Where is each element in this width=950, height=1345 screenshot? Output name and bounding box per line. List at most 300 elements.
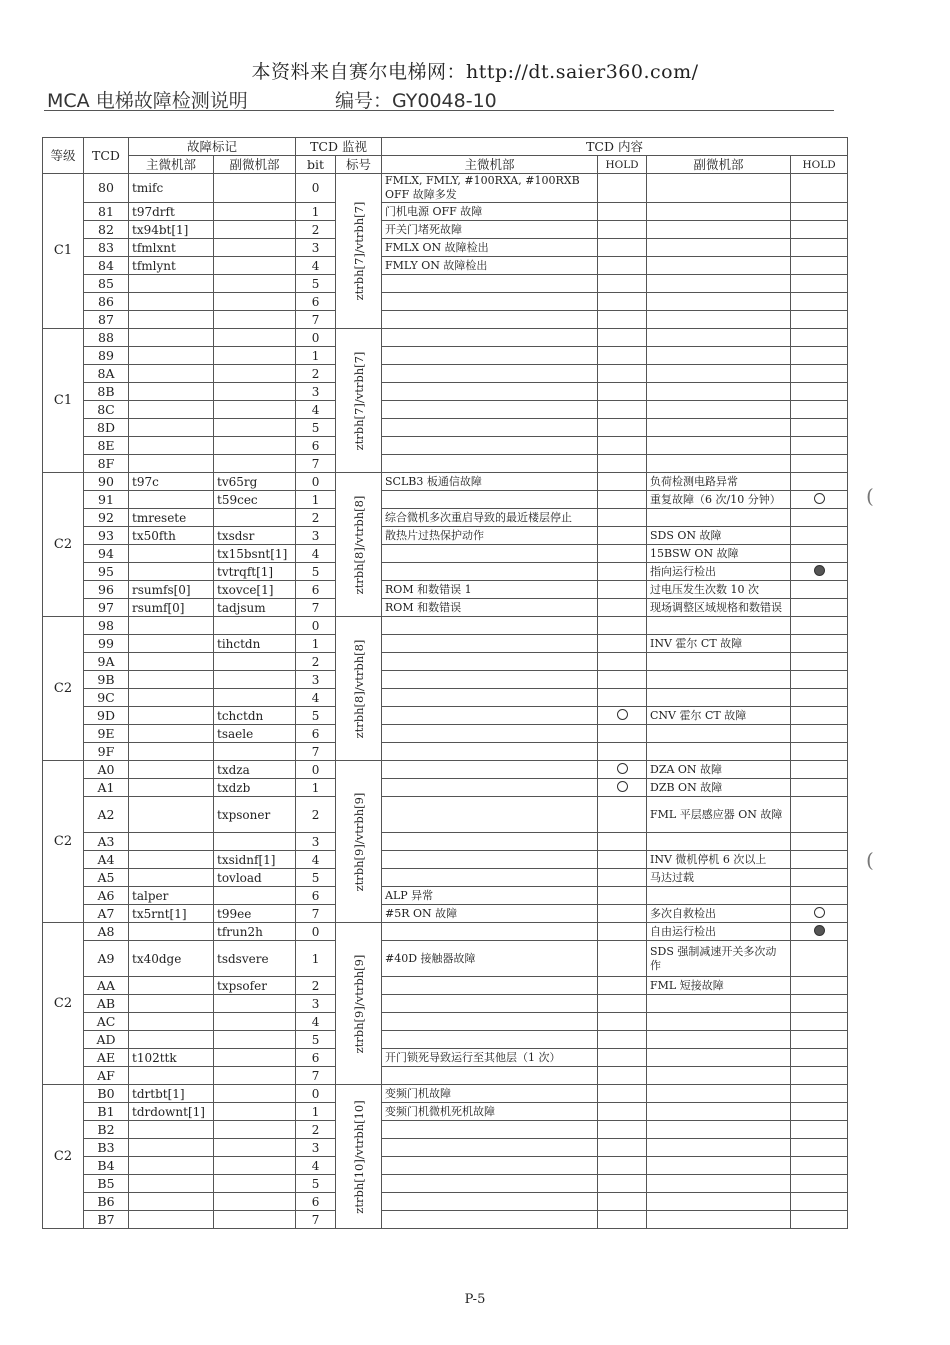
- main-flag: [129, 1013, 214, 1031]
- tcd-code: B6: [84, 1193, 129, 1211]
- main-description: [382, 923, 598, 941]
- tcd-code: AD: [84, 1031, 129, 1049]
- bit-cell: 1: [296, 1103, 336, 1121]
- main-description: 综合微机多次重启导致的最近楼层停止: [382, 509, 598, 527]
- sub-flag: [214, 1049, 296, 1067]
- hold-main: [598, 365, 647, 383]
- monitor-label-text: ztrbh[8]/vtrbh[8]: [351, 495, 366, 594]
- sub-flag: [214, 347, 296, 365]
- sub-flag: [214, 1103, 296, 1121]
- sub-description: [647, 383, 791, 401]
- table-row: [43, 491, 848, 509]
- sub-flag: [214, 275, 296, 293]
- tcd-code: 83: [84, 239, 129, 257]
- main-description: [382, 455, 598, 473]
- header-main-cpu: 主微机部: [129, 156, 214, 174]
- header-bit: bit: [296, 156, 336, 174]
- sub-description: [647, 1049, 791, 1067]
- sub-flag: tovload: [214, 869, 296, 887]
- sub-description: [647, 671, 791, 689]
- bit-cell: 3: [296, 1139, 336, 1157]
- hold-sub: [791, 707, 848, 725]
- main-description: ALP 异常: [382, 887, 598, 905]
- hold-main: [598, 905, 647, 923]
- sub-description: [647, 833, 791, 851]
- bit-cell: 0: [296, 617, 336, 635]
- table-row: [43, 437, 848, 455]
- sub-flag: tx15bsnt[1]: [214, 545, 296, 563]
- hold-main: [598, 329, 647, 347]
- hold-sub: [791, 1049, 848, 1067]
- hold-main: [598, 833, 647, 851]
- main-flag: [129, 851, 214, 869]
- main-description: [382, 545, 598, 563]
- tcd-code: B3: [84, 1139, 129, 1157]
- tcd-code: 93: [84, 527, 129, 545]
- hold-main: [598, 707, 647, 725]
- hold-sub: [791, 1013, 848, 1031]
- sub-flag: [214, 257, 296, 275]
- hold-main: [598, 977, 647, 995]
- sub-flag: [214, 1193, 296, 1211]
- bit-cell: 2: [296, 977, 336, 995]
- tcd-code: AC: [84, 1013, 129, 1031]
- hold-sub: [791, 293, 848, 311]
- bit-cell: 1: [296, 491, 336, 509]
- tcd-code: 94: [84, 545, 129, 563]
- hold-sub: [791, 635, 848, 653]
- table-row: [43, 743, 848, 761]
- hold-main: [598, 923, 647, 941]
- hold-sub: [791, 491, 848, 509]
- tcd-code: 8D: [84, 419, 129, 437]
- bit-cell: 4: [296, 257, 336, 275]
- sub-description: [647, 1211, 791, 1229]
- main-flag: tfmlxnt: [129, 239, 214, 257]
- table-row: [43, 1211, 848, 1229]
- filled-circle-icon: [814, 925, 825, 936]
- hold-main: [598, 545, 647, 563]
- main-description: [382, 1157, 598, 1175]
- main-flag: tx5rnt[1]: [129, 905, 214, 923]
- bit-cell: 3: [296, 833, 336, 851]
- tcd-code: 80: [84, 174, 129, 203]
- table-row: [43, 707, 848, 725]
- sub-description: [647, 293, 791, 311]
- header-content: TCD 内容: [382, 138, 848, 156]
- sub-flag: txpsofer: [214, 977, 296, 995]
- margin-mark: (: [866, 848, 874, 872]
- sub-description: FML 短接故障: [647, 977, 791, 995]
- sub-flag: [214, 1031, 296, 1049]
- table-body: [43, 174, 848, 1229]
- hold-main: [598, 1103, 647, 1121]
- header-divider: [44, 110, 834, 111]
- tcd-code: A2: [84, 797, 129, 833]
- sub-flag: [214, 1211, 296, 1229]
- sub-flag: [214, 653, 296, 671]
- sub-flag: [214, 365, 296, 383]
- tcd-code: 99: [84, 635, 129, 653]
- hold-main: [598, 437, 647, 455]
- hold-sub: [791, 923, 848, 941]
- bit-cell: 7: [296, 599, 336, 617]
- main-flag: tdrtbt[1]: [129, 1085, 214, 1103]
- tcd-code: 95: [84, 563, 129, 581]
- hold-main: [598, 419, 647, 437]
- sub-description: [647, 1013, 791, 1031]
- hold-main: [598, 743, 647, 761]
- sub-description: [647, 203, 791, 221]
- main-flag: t102ttk: [129, 1049, 214, 1067]
- hold-sub: [791, 311, 848, 329]
- table-row: [43, 527, 848, 545]
- hold-sub: [791, 779, 848, 797]
- main-description: [382, 1139, 598, 1157]
- header-hold-main: HOLD: [598, 156, 647, 174]
- hold-sub: [791, 329, 848, 347]
- circle-icon: [617, 709, 628, 720]
- main-description: [382, 833, 598, 851]
- monitor-label-text: ztrbh[8]/vtrbh[8]: [351, 639, 366, 738]
- table-row: [43, 347, 848, 365]
- main-description: #5R ON 故障: [382, 905, 598, 923]
- tcd-code: 89: [84, 347, 129, 365]
- table-row: [43, 761, 848, 779]
- hold-main: [598, 221, 647, 239]
- tcd-code: 86: [84, 293, 129, 311]
- bit-cell: 0: [296, 923, 336, 941]
- main-flag: [129, 1139, 214, 1157]
- main-flag: rsumfs[0]: [129, 581, 214, 599]
- main-description: [382, 1175, 598, 1193]
- hold-sub: [791, 941, 848, 977]
- main-description: [382, 725, 598, 743]
- sub-flag: tihctdn: [214, 635, 296, 653]
- table-row: [43, 617, 848, 635]
- header-hold-sub: HOLD: [791, 156, 848, 174]
- bit-cell: 7: [296, 905, 336, 923]
- tcd-code: A7: [84, 905, 129, 923]
- sub-flag: tfrun2h: [214, 923, 296, 941]
- tcd-code: 9F: [84, 743, 129, 761]
- level-cell: C2: [43, 473, 84, 617]
- sub-description: [647, 275, 791, 293]
- hold-main: [598, 1175, 647, 1193]
- bit-cell: 5: [296, 275, 336, 293]
- sub-flag: tadjsum: [214, 599, 296, 617]
- bit-cell: 1: [296, 203, 336, 221]
- main-description: [382, 1013, 598, 1031]
- sub-description: INV 微机停机 6 次以上: [647, 851, 791, 869]
- sub-flag: [214, 1157, 296, 1175]
- main-description: [382, 1067, 598, 1085]
- table-row: [43, 545, 848, 563]
- monitor-label: [336, 473, 382, 617]
- main-description: FMLX, FMLY, #100RXA, #100RXB OFF 故障多发: [382, 174, 598, 203]
- main-description: [382, 491, 598, 509]
- bit-cell: 6: [296, 581, 336, 599]
- main-description: [382, 653, 598, 671]
- main-flag: [129, 347, 214, 365]
- bit-cell: 6: [296, 293, 336, 311]
- table-row: [43, 473, 848, 491]
- hold-sub: [791, 1085, 848, 1103]
- main-flag: [129, 455, 214, 473]
- tcd-code: 87: [84, 311, 129, 329]
- main-description: 开门锁死导致运行至其他层（1 次）: [382, 1049, 598, 1067]
- main-description: FMLX ON 故障检出: [382, 239, 598, 257]
- sub-flag: [214, 671, 296, 689]
- bit-cell: 2: [296, 365, 336, 383]
- bit-cell: 0: [296, 1085, 336, 1103]
- header-content-sub: 副微机部: [647, 156, 791, 174]
- sub-flag: t59cec: [214, 491, 296, 509]
- main-description: SCLB3 板通信故障: [382, 473, 598, 491]
- sub-flag: [214, 1013, 296, 1031]
- sub-description: 现场调整区域规格和数错误: [647, 599, 791, 617]
- hold-main: [598, 1085, 647, 1103]
- sub-flag: [214, 743, 296, 761]
- hold-sub: [791, 869, 848, 887]
- hold-main: [598, 869, 647, 887]
- bit-cell: 5: [296, 563, 336, 581]
- hold-main: [598, 725, 647, 743]
- hold-main: [598, 1031, 647, 1049]
- tcd-code: A9: [84, 941, 129, 977]
- hold-main: [598, 851, 647, 869]
- sub-description: [647, 995, 791, 1013]
- hold-main: [598, 239, 647, 257]
- table-row: [43, 869, 848, 887]
- sub-description: [647, 347, 791, 365]
- hold-main: [598, 671, 647, 689]
- main-description: [382, 401, 598, 419]
- hold-sub: [791, 995, 848, 1013]
- hold-main: [598, 174, 647, 203]
- sub-flag: [214, 995, 296, 1013]
- table-row: [43, 995, 848, 1013]
- hold-sub: [791, 653, 848, 671]
- table-row: [43, 833, 848, 851]
- table-row: [43, 563, 848, 581]
- hold-main: [598, 941, 647, 977]
- sub-description: 自由运行检出: [647, 923, 791, 941]
- hold-sub: [791, 203, 848, 221]
- table-row: [43, 1067, 848, 1085]
- hold-sub: [791, 419, 848, 437]
- hold-main: [598, 401, 647, 419]
- sub-flag: [214, 509, 296, 527]
- hold-sub: [791, 437, 848, 455]
- bit-cell: 3: [296, 383, 336, 401]
- main-description: [382, 437, 598, 455]
- hold-sub: [791, 977, 848, 995]
- main-flag: [129, 833, 214, 851]
- main-flag: [129, 689, 214, 707]
- tcd-code: 97: [84, 599, 129, 617]
- main-flag: [129, 563, 214, 581]
- main-description: FMLY ON 故障检出: [382, 257, 598, 275]
- table-row: [43, 977, 848, 995]
- bit-cell: 1: [296, 347, 336, 365]
- main-description: 门机电源 OFF 故障: [382, 203, 598, 221]
- main-description: 开关门堵死故障: [382, 221, 598, 239]
- main-flag: t97c: [129, 473, 214, 491]
- main-flag: [129, 1031, 214, 1049]
- sub-flag: [214, 1121, 296, 1139]
- hold-sub: [791, 1067, 848, 1085]
- main-flag: [129, 1175, 214, 1193]
- tcd-code: 9C: [84, 689, 129, 707]
- table-row: [43, 599, 848, 617]
- hold-main: [598, 1067, 647, 1085]
- main-flag: t97drft: [129, 203, 214, 221]
- tcd-code: 96: [84, 581, 129, 599]
- hold-main: [598, 1013, 647, 1031]
- bit-cell: 0: [296, 174, 336, 203]
- main-flag: [129, 491, 214, 509]
- bit-cell: 2: [296, 509, 336, 527]
- hold-sub: [791, 174, 848, 203]
- monitor-label: [336, 923, 382, 1085]
- hold-main: [598, 491, 647, 509]
- sub-description: [647, 725, 791, 743]
- main-flag: rsumf[0]: [129, 599, 214, 617]
- hold-sub: [791, 761, 848, 779]
- table-row: [43, 1031, 848, 1049]
- hold-sub: [791, 455, 848, 473]
- hold-main: [598, 617, 647, 635]
- main-description: 散热片过热保护动作: [382, 527, 598, 545]
- monitor-label: [336, 1085, 382, 1229]
- main-description: [382, 275, 598, 293]
- hold-main: [598, 635, 647, 653]
- main-description: [382, 977, 598, 995]
- table-row: [43, 635, 848, 653]
- main-description: [382, 1031, 598, 1049]
- level-cell: C2: [43, 923, 84, 1085]
- level-cell: C2: [43, 617, 84, 761]
- tcd-code: 9A: [84, 653, 129, 671]
- monitor-label: [336, 174, 382, 329]
- bit-cell: 5: [296, 1031, 336, 1049]
- main-flag: [129, 779, 214, 797]
- tcd-code: A8: [84, 923, 129, 941]
- table-row: [43, 851, 848, 869]
- tcd-code: A0: [84, 761, 129, 779]
- main-flag: tx94bt[1]: [129, 221, 214, 239]
- tcd-code: 8C: [84, 401, 129, 419]
- tcd-code: AA: [84, 977, 129, 995]
- sub-flag: [214, 203, 296, 221]
- sub-description: [647, 1139, 791, 1157]
- main-description: [382, 1193, 598, 1211]
- page-number: P-5: [464, 1292, 486, 1307]
- sub-description: [647, 437, 791, 455]
- bit-cell: 1: [296, 941, 336, 977]
- sub-flag: [214, 1139, 296, 1157]
- hold-main: [598, 887, 647, 905]
- level-cell: C1: [43, 174, 84, 329]
- main-flag: [129, 617, 214, 635]
- table-row: [43, 329, 848, 347]
- tcd-code: 98: [84, 617, 129, 635]
- hold-sub: [791, 257, 848, 275]
- sub-description: [647, 1103, 791, 1121]
- main-flag: [129, 401, 214, 419]
- sub-description: [647, 743, 791, 761]
- sub-description: SDS 强制减速开关多次动作: [647, 941, 791, 977]
- bit-cell: 4: [296, 401, 336, 419]
- bit-cell: 7: [296, 743, 336, 761]
- bit-cell: 4: [296, 851, 336, 869]
- header-fault-flag: 故障标记: [129, 138, 296, 156]
- table-row: [43, 905, 848, 923]
- main-description: 变频门机故障: [382, 1085, 598, 1103]
- table-row: [43, 923, 848, 941]
- hold-main: [598, 779, 647, 797]
- bit-cell: 4: [296, 1157, 336, 1175]
- header-tcd: TCD: [84, 138, 129, 174]
- circle-icon: [617, 763, 628, 774]
- monitor-label: [336, 329, 382, 473]
- tcd-code: 84: [84, 257, 129, 275]
- hold-sub: [791, 239, 848, 257]
- main-flag: [129, 797, 214, 833]
- sub-flag: [214, 1085, 296, 1103]
- hold-main: [598, 1157, 647, 1175]
- hold-sub: [791, 851, 848, 869]
- sub-flag: [214, 689, 296, 707]
- main-flag: [129, 329, 214, 347]
- tcd-code: A6: [84, 887, 129, 905]
- sub-description: FML 平层感应器 ON 故障: [647, 797, 791, 833]
- tcd-code: 90: [84, 473, 129, 491]
- bit-cell: 7: [296, 311, 336, 329]
- tcd-code: 9E: [84, 725, 129, 743]
- table-row: [43, 1157, 848, 1175]
- sub-description: [647, 1175, 791, 1193]
- main-flag: [129, 437, 214, 455]
- document-code: 编号：GY0048-10: [335, 90, 497, 112]
- sub-description: CNV 霍尔 CT 故障: [647, 707, 791, 725]
- bit-cell: 6: [296, 887, 336, 905]
- bit-cell: 3: [296, 527, 336, 545]
- table-row: [43, 1139, 848, 1157]
- sub-flag: tchctdn: [214, 707, 296, 725]
- sub-flag: [214, 887, 296, 905]
- header-monitor: TCD 监视: [296, 138, 382, 156]
- hold-main: [598, 563, 647, 581]
- sub-description: 重复故障（6 次/10 分钟）: [647, 491, 791, 509]
- sub-description: DZA ON 故障: [647, 761, 791, 779]
- sub-flag: tv65rg: [214, 473, 296, 491]
- main-flag: [129, 293, 214, 311]
- main-description: #40D 接触器故障: [382, 941, 598, 977]
- tcd-code: 92: [84, 509, 129, 527]
- table-row: [43, 419, 848, 437]
- hold-sub: [791, 221, 848, 239]
- sub-flag: [214, 437, 296, 455]
- hold-main: [598, 527, 647, 545]
- main-description: [382, 419, 598, 437]
- table-row: [43, 383, 848, 401]
- sub-flag: txsdsr: [214, 527, 296, 545]
- hold-main: [598, 581, 647, 599]
- main-flag: [129, 743, 214, 761]
- header-level: 等级: [43, 138, 84, 174]
